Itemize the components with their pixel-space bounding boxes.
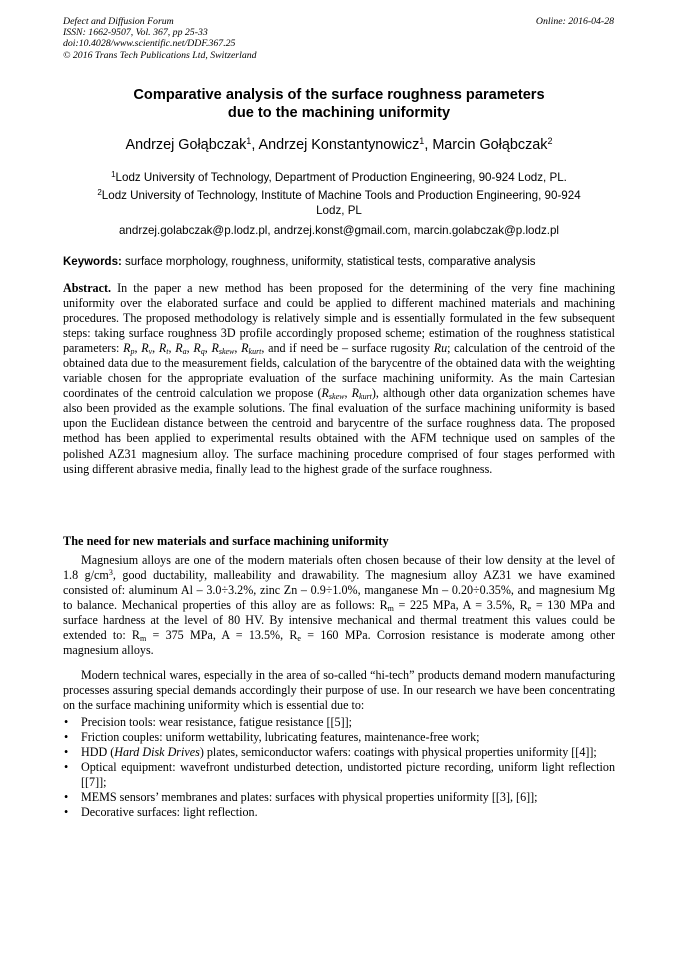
abstract-label: Abstract. [63,281,112,295]
parameter-separator: , [234,341,242,356]
roughness-parameter: R [141,341,149,356]
roughness-parameter-sub: v [148,347,153,357]
online-date: Online: 2016-04-28 [535,16,614,27]
affiliation-2-line-2: Lodz, PL [316,204,362,217]
subscript: e [527,604,532,614]
roughness-parameter: R [158,341,167,356]
paragraph-text: = 130 MPa and surface hardness at the level of 80 HV. By intensive mechanical and thermal treatment this values could be extended to: R [63,598,615,643]
roughness-parameter-list [123,341,261,355]
roughness-parameter-sub: a [182,347,187,357]
author-list [63,136,615,154]
paragraph-text: Magnesium alloys are one of the modern materials often chosen because of their low density at the level of 1.8 g/cm [63,553,615,583]
keywords-text: surface morphology, roughness, uniformity, statistical tests, comparative analysis [121,256,536,268]
affiliation-1 [63,170,615,185]
author-separator: , [251,137,259,153]
bullet-icon: • [64,790,69,805]
affiliation-1-marker: 1 [111,170,116,179]
list-item-text: Precision tools: wear resistance, fatigue resistance [[5]]; [81,715,352,729]
keywords-label: Keywords: [63,256,122,268]
roughness-parameter-sub: kurt [248,347,262,357]
paper-title [63,86,615,122]
abstract-text: In the paper a new method has been proposed for the determining of the very fine machining uniformity over the elaborated surface and could be applied to different machined materials and machining procedures. The proposed methodology is relatively simple and is essentially formulated in the few subsequent steps: taking surface roughness 3D profile accordingly proposed scheme; estimation of the roughness statistical parameters: [63,281,615,356]
roughness-parameter: R [175,341,183,356]
superscript: 3 [108,568,113,578]
abstract [63,281,615,477]
list-item-text: Decorative surfaces: light reflection. [81,805,258,820]
rugosity-symbol: Ru [433,341,448,356]
bullet-icon: • [64,805,69,820]
parameter-separator: , [186,341,194,356]
journal-copyright: © 2016 Trans Tech Publications Ltd, Switzerland [63,49,257,61]
centroid-coord-2-sub: kurt [359,392,372,402]
bullet-icon: • [64,745,69,760]
paragraph-magnesium-alloys [63,553,615,658]
subscript: m [387,604,394,614]
title-line-2: due to the machining uniformity [227,105,451,121]
list-item [63,760,615,790]
parameter-separator: , [204,341,212,356]
abstract-text: , [344,386,352,401]
roughness-parameter: R [193,341,201,356]
roughness-parameter: R [123,341,131,356]
paragraph-text: = 160 MPa. Corrosion resistance is moderate among other magnesium alloys. [63,628,616,658]
affiliation-1-text: Lodz University of Technology, Department of Production Engineering, 90-924 Lodz, PL. [115,171,567,184]
abstract-text: ), although other data organization schemes have also been provided as the example solutions. The final evaluation of the surface machining uniformity is based upon the Euclidean distance between the centroid and barycentre of the surface roughness data. The proposed method has been applied to experimental results obtained with the AFM technique used on samples of the polished AZ31 magnesium alloy. The surface machining procedure comprised of four stages performed with using different abrasive media, finally lead to the highest grade of the surface roughness. [63,386,616,476]
section-heading: The need for new materials and surface machining uniformity [63,534,389,548]
author-1-affil: 1 [246,136,252,146]
bullet-icon: • [64,760,69,775]
title-line-1: Comparative analysis of the surface roughness parameters [133,87,545,103]
centroid-coord-1: R [321,386,329,401]
centroid-coord-1-sub: skew [328,392,345,402]
author-emails: andrzej.golabczak@p.lodz.pl, andrzej.konst@gmail.com, marcin.golabczak@p.lodz.pl [118,224,559,237]
subscript: e [297,634,301,644]
author-3-affil: 2 [547,136,553,146]
roughness-parameter-sub: q [200,347,205,357]
subscript: m [140,634,147,644]
abstract-text: , and if need be – surface rugosity [261,341,434,356]
author-1: Andrzej Gołąbczak [125,137,247,153]
list-item-text: Friction couples: uniform wettability, lubricating features, maintenance-free work; [81,730,480,745]
paragraph-text: = 375 MPa, A = 13.5%, R [146,628,298,643]
journal-issn: ISSN: 1662-9507, Vol. 367, pp 25-33 [63,27,208,39]
affiliation-2-line-1: Lodz University of Technology, Institute of Machine Tools and Production Engineering, 90-924 [101,189,581,202]
list-item [63,730,615,745]
roughness-parameter-sub: p [130,347,135,357]
affiliation-2 [63,188,615,218]
list-item-text: MEMS sensors’ membranes and plates: surfaces with physical properties uniformity [[3], [6]]; [81,790,538,805]
list-item [63,745,615,760]
roughness-parameter-sub: skew [218,347,235,357]
abstract-text: ; calculation of the centroid of the obtained data due to the measurement fields, calculation of the barycentre of the obtained data with the weighting variable chosen for the appropriate evaluation of the surface machining uniformity. As the main Cartesian coordinates of the centroid calculation we propose ( [63,341,616,401]
paragraph-text: , good ductability, malleability and drawability. The magnesium alloy AZ31 we have examined consisted of: aluminum Al – 3.0÷3.2%, zinc Zn – 0.9÷1.0%, manganese Mn – 0.20÷0.35%, and magnesium Mg to balance. Mechanical properties of this alloy are as follows: R [63,568,615,613]
author-2: Andrzej Konstantynowicz [258,137,420,153]
bullet-icon: • [64,730,69,745]
paragraph-text: = 225 MPa, A = 3.5%, R [393,598,528,613]
parameter-separator: , [168,341,176,356]
list-item [63,790,615,805]
list-item [63,715,615,730]
roughness-parameter: R [211,341,219,356]
list-item-text: HDD ( [81,745,115,760]
journal-header [63,16,257,61]
list-item [63,805,615,820]
author-2-affil: 1 [419,136,425,146]
bullet-icon: • [64,715,69,729]
application-list [63,715,615,820]
parameter-separator: , [152,341,159,356]
parameter-separator: , [134,341,142,356]
author-3: Marcin Gołąbczak [432,137,548,153]
list-item-text: ) plates, semiconductor wafers: coatings with physical properties uniformity [[4]]; [199,745,597,760]
author-separator: , [424,137,433,153]
journal-doi: doi:10.4028/www.scientific.net/DDF.367.25 [63,38,236,50]
centroid-coord-2: R [351,386,360,401]
roughness-parameter-sub: t [166,347,169,357]
roughness-parameter: R [241,341,249,356]
list-item-text: Optical equipment: wavefront undisturbed detection, undistorted picture recording, uniform light reflection [[7]]; [81,760,615,790]
paragraph-hitech: Modern technical wares, especially in the area of so-called “hi-tech” products demand modern manufacturing processes assuring special demands accordingly their purpose of use. In our research we have been concentrating on the surface machining uniformity which is essential due to: [63,668,615,713]
affiliation-2-marker: 2 [97,188,102,197]
list-item-text: Hard Disk Drives [114,745,200,760]
keywords [63,255,615,270]
journal-name: Defect and Diffusion Forum [63,16,174,27]
